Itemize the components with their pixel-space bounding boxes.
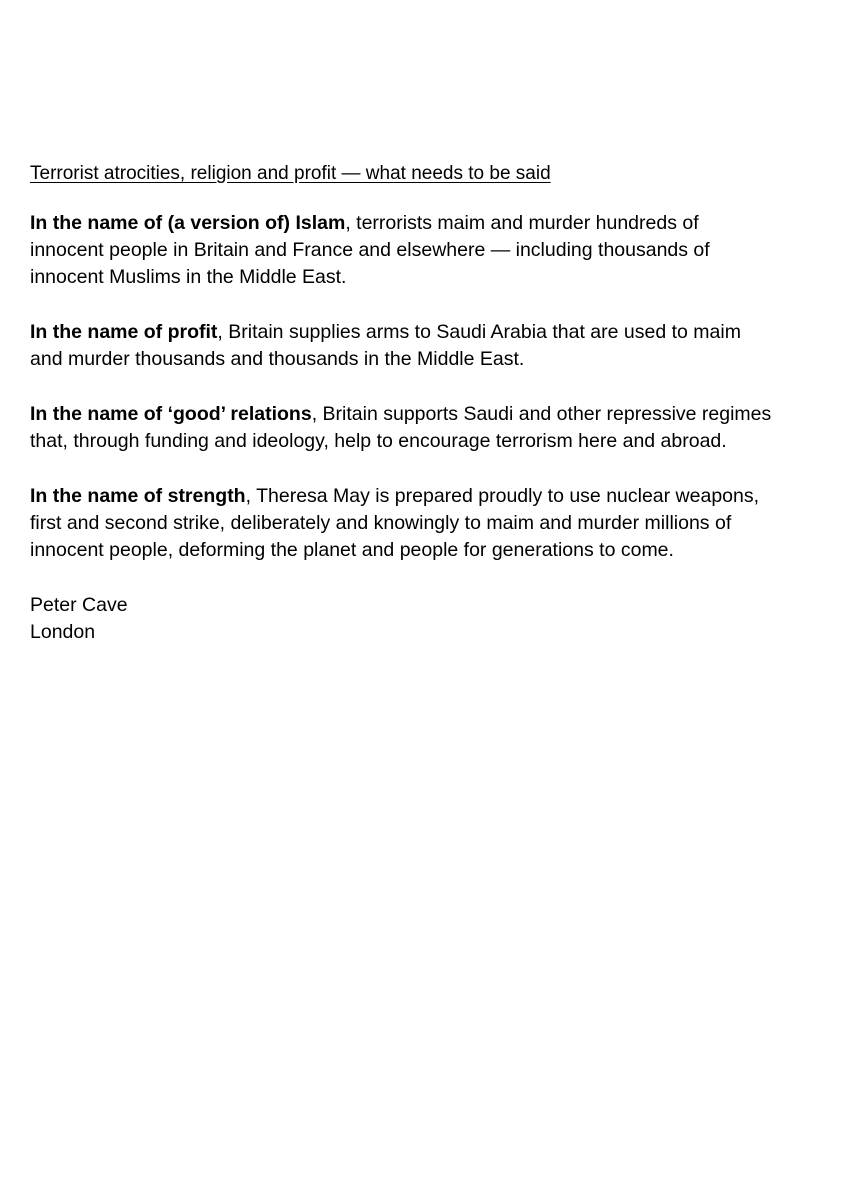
paragraph-line: innocent Muslims in the Middle East. (30, 266, 347, 288)
signature-block (30, 592, 830, 646)
signature-location: London (30, 621, 96, 643)
signature-name: Peter Cave (30, 594, 128, 616)
paragraph-profit (30, 319, 830, 373)
letter-body (30, 160, 830, 646)
paragraph-line: that, through funding and ideology, help to encourage terrorism here and abroad. (30, 430, 727, 452)
paragraph-text: , Britain supports Saudi and other repressive regimes (311, 403, 772, 425)
paragraph-line (30, 210, 830, 237)
paragraph-lead: In the name of ‘good’ relations (30, 403, 312, 425)
paragraph-line (30, 401, 830, 428)
paragraph-lead: In the name of (a version of) Islam (30, 212, 346, 234)
paragraph-line: innocent people, deforming the planet and people for generations to come. (30, 539, 674, 561)
paragraph-islam (30, 210, 830, 291)
paragraph-line (30, 483, 830, 510)
paragraph-line (30, 319, 830, 346)
paragraph-lead: In the name of strength (30, 485, 246, 507)
paragraph-text: , terrorists maim and murder hundreds of (345, 212, 699, 234)
paragraph-lead: In the name of profit (30, 321, 218, 343)
paragraph-text: , Britain supplies arms to Saudi Arabia that are used to maim (217, 321, 741, 343)
paragraph-line: and murder thousands and thousands in the Middle East. (30, 348, 525, 370)
letter-title: Terrorist atrocities, religion and profit — what needs to be said (30, 163, 551, 184)
paragraph-text: , Theresa May is prepared proudly to use nuclear weapons, (245, 485, 760, 507)
paragraph-strength (30, 483, 830, 564)
paragraph-line: first and second strike, deliberately and knowingly to maim and murder millions of (30, 512, 732, 534)
paragraph-line: innocent people in Britain and France and elsewhere — including thousands of (30, 239, 710, 261)
paragraph-good-relations (30, 401, 830, 455)
